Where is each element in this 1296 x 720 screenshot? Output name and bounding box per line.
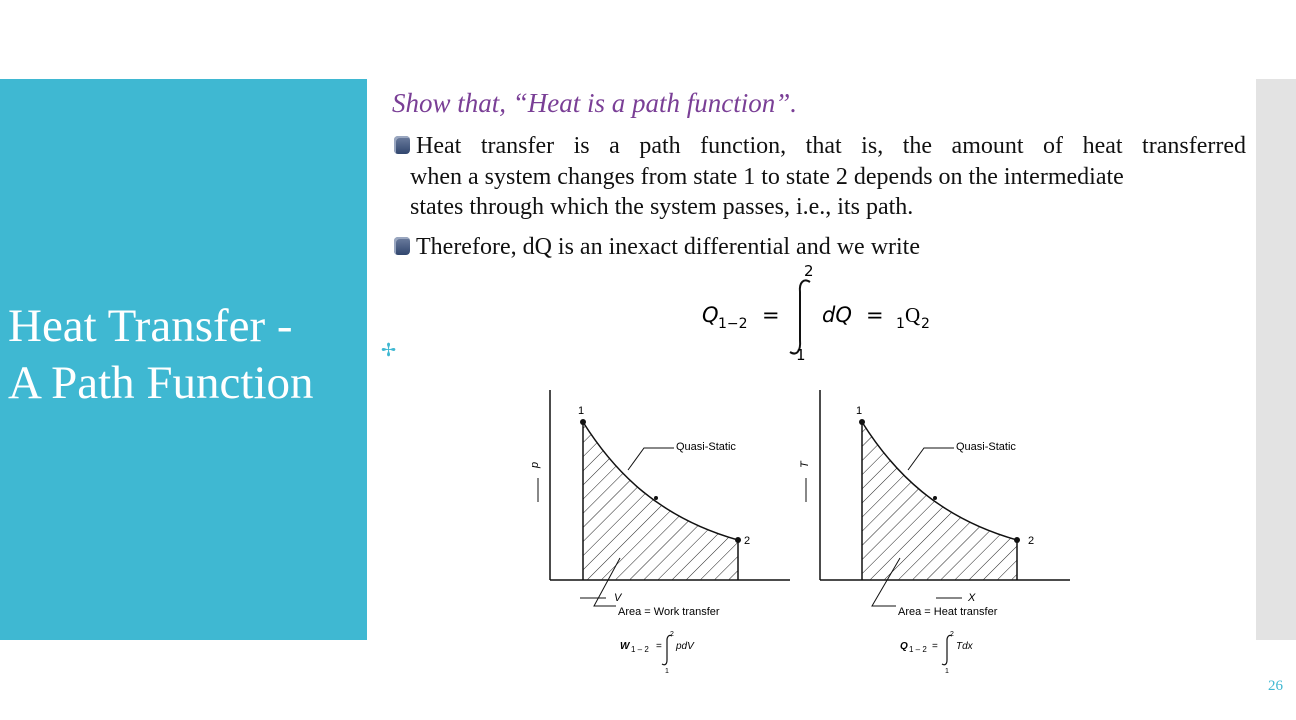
work-eq-lhs: W [620,641,630,652]
bullet-icon: ✢ [381,340,397,361]
tx-point-2 [1014,537,1020,543]
pv-curve-leader [628,448,674,470]
heat-eq-subscript: 1 – 2 [909,645,927,654]
formula-lower-limit: 1 [796,346,806,364]
heat-eq-upper: 2 [950,631,954,638]
bullet-inexact-differential [394,232,920,263]
pv-diagram [529,390,790,675]
tx-point-1 [859,419,865,425]
bullet-path-function [394,131,1246,223]
checkbox-bullet-icon [394,237,410,255]
heat-eq-lhs: Q [900,641,908,652]
heat-eq-lower: 1 [945,668,949,675]
content-heading: Show that, “Heat is a path function”. [392,88,798,118]
bullet-text-line: when a system changes from state 1 to state 2 depends on the intermediate [410,163,1124,190]
formula-equals: = [762,303,780,327]
work-eq-equals: = [656,641,662,652]
formula-lhs: Q [702,303,719,327]
formula-lhs-subscript: 1−2 [718,316,748,332]
integral-sign-icon [790,280,810,353]
heat-integral-formula [700,262,960,366]
work-eq-integrand: pdV [676,641,694,652]
tx-point-2-label: 2 [1028,535,1035,547]
heat-eq-equals: = [932,641,938,652]
slide-title-line-2: A Path Function [8,357,314,409]
tx-y-axis-label: T [799,461,811,468]
formula-rhs-subscript: 2 [921,316,930,332]
tx-curve-leader [908,448,954,470]
tx-area-label: Area = Heat transfer [898,606,998,618]
tx-mid-point [933,496,937,500]
pv-x-axis-label: V [614,592,622,604]
tx-x-axis-label: X [968,592,976,604]
page-number: 26 [1268,678,1283,694]
formula-upper-limit: 2 [804,262,814,280]
pv-mid-point [654,496,658,500]
tx-curve-label: Quasi-Static [956,441,1016,453]
pv-point-1-label: 1 [578,405,585,417]
bullet-text: Therefore, dQ is an inexact differential and we write [416,234,920,260]
pv-curve-label: Quasi-Static [676,441,736,453]
checkbox-bullet-icon [394,136,410,154]
slide-title-line-1: Heat Transfer - [8,300,293,352]
work-eq-subscript: 1 – 2 [631,645,649,654]
work-eq-lower: 1 [665,668,669,675]
tx-point-1-label: 1 [856,405,863,417]
pv-point-2-label: 2 [744,535,751,547]
bullet-text-line: Heat transfer is a path function, that is, the amount of heat transferred [416,133,1246,159]
formula-equals-2: = [866,303,884,327]
work-integral-icon [662,635,672,664]
heat-eq-integrand: Tdx [956,641,973,652]
pv-point-1 [580,419,586,425]
heat-integral-icon [942,635,952,664]
bullet-text-line: states through which the system passes, i.e., its path. [410,194,914,220]
pv-area-label: Area = Work transfer [618,606,720,618]
formula-rhs: Q [905,303,921,327]
right-side-strip [1256,79,1296,640]
formula-pre-subscript: 1 [896,316,905,332]
pv-point-2 [735,537,741,543]
pv-y-axis-label: p [529,461,541,468]
slide-title [8,298,363,412]
formula-integrand: dQ [822,303,852,327]
work-eq-upper: 2 [670,631,674,638]
path-function-diagrams [520,378,1100,683]
tx-diagram [799,390,1070,675]
